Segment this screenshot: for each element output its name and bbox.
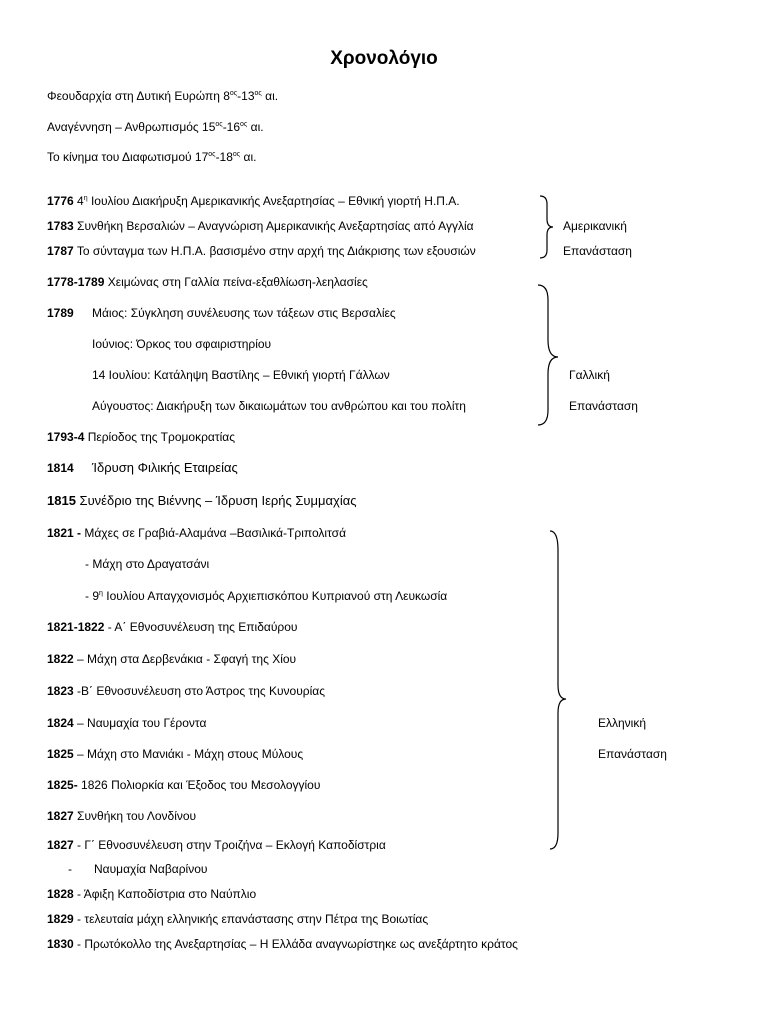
timeline-entry: 1793-4 Περίοδος της Τρομοκρατίας — [47, 430, 235, 444]
timeline-entry: 1821 - Μάχες σε Γραβιά-Αλαμάνα –Βασιλικά-Τριπολιτσά — [47, 526, 347, 540]
timeline-entry: 1827 - Γ΄ Εθνοσυνέλευση στην Τροιζήνα – Εκλογή Καποδίστρια — [47, 838, 386, 852]
french-revolution-label: Γαλλική — [569, 368, 610, 382]
intro-feudalism: Φεουδαρχία στη Δυτική Ευρώπη $8^{o\varsigma}-13^{o\varsigma}$ αι. — [47, 89, 279, 103]
timeline-entry: - Μάχη στο Δραγατσάνι — [85, 557, 210, 571]
timeline-entry: 1822 – Μάχη στα Δερβενάκια - Σφαγή της Χίου — [47, 652, 297, 666]
french-brace — [538, 285, 558, 425]
timeline-entry-dash: - — [68, 862, 72, 876]
timeline-entry: 1829 - τελευταία μάχη ελληνικής επανάστασης στην Πέτρα της Βοιωτίας — [47, 912, 429, 926]
timeline-entry: Ιούνιος: Όρκος του σφαιριστηρίου — [92, 337, 272, 351]
timeline-entry: Ναυμαχία Ναβαρίνου — [94, 862, 208, 876]
greek-revolution-label-2: Επανάσταση — [598, 747, 667, 761]
timeline-entry: 1824 – Ναυμαχία του Γέροντα — [47, 716, 207, 730]
timeline-entry: - $9^\eta$ Ιουλίου Απαγχονισμός Αρχιεπισκόπου Κυπριανού στη Λευκωσία — [85, 589, 448, 603]
greek-brace — [550, 531, 566, 849]
page-title: Χρονολόγιο — [330, 48, 438, 69]
timeline-entry: 1787 Το σύνταγμα των Η.Π.Α. βασισμένο στην αρχή της Διάκρισης των εξουσιών — [47, 244, 476, 258]
timeline-entry: Αύγουστος: Διακήρυξη των δικαιωμάτων του ανθρώπου και του πολίτη — [92, 399, 466, 413]
timeline-entry: 1827 Συνθήκη του Λονδίνου — [47, 809, 197, 823]
timeline-entry: 1823 -Β΄ Εθνοσυνέλευση στο Άστρος της Κυνουρίας — [47, 684, 326, 698]
american-brace — [540, 196, 553, 258]
timeline-entry: 1778-1789 Χειμώνας στη Γαλλία πείνα-εξαθλίωση-λεηλασίες — [47, 275, 368, 289]
timeline-entry: 1789 — [47, 306, 74, 320]
timeline-entry-text: Ίδρυση Φιλικής Εταιρείας — [92, 460, 238, 475]
timeline-entry: 1783 Συνθήκη Βερσαλιών – Αναγνώριση Αμερικανικής Ανεξαρτησίας από Αγγλία — [47, 219, 474, 233]
intro-enlightenment: Το κίνημα του Διαφωτισμού $17^{o\varsigma}-18^{o\varsigma}$ αι. — [47, 150, 257, 164]
timeline-entry: 1825 – Μάχη στο Μανιάκι - Μάχη στους Μύλους — [47, 747, 304, 761]
timeline-entry: 1821-1822 - Α΄ Εθνοσυνέλευση της Επιδαύρου — [47, 620, 298, 634]
intro-renaissance: Αναγέννηση – Ανθρωπισμός $15^{o\varsigma}-16^{o\varsigma}$ αι. — [47, 120, 264, 134]
american-revolution-label-2: Επανάσταση — [563, 244, 632, 258]
timeline-entry: 1776 $4^\eta$ Ιουλίου Διακήρυξη Αμερικανικής Ανεξαρτησίας – Εθνική γιορτή Η.Π.Α. — [47, 194, 460, 208]
timeline-entry: 14 Ιουλίου: Κατάληψη Βαστίλης – Εθνική γιορτή Γάλλων — [92, 368, 390, 382]
timeline-entry: 1815 Συνέδριο της Βιέννης – Ίδρυση Ιερής Συμμαχίας — [47, 493, 357, 508]
timeline-entry-text: Μάιος: Σύγκληση συνέλευσης των τάξεων στις Βερσαλίες — [92, 306, 396, 320]
greek-revolution-label: Ελληνική — [598, 716, 647, 730]
french-revolution-label-2: Επανάσταση — [569, 399, 638, 413]
american-revolution-label: Αμερικανική — [563, 219, 627, 233]
timeline-entry: 1814 — [47, 461, 74, 475]
timeline-entry: 1830 - Πρωτόκολλο της Ανεξαρτησίας – Η Ελλάδα αναγνωρίστηκε ως ανεξάρτητο κράτος — [47, 937, 518, 951]
timeline-entry: 1828 - Άφιξη Καποδίστρια στο Ναύπλιο — [47, 887, 257, 901]
timeline-entry: 1825- 1826 Πολιορκία και Έξοδος του Μεσολογγίου — [47, 778, 321, 792]
